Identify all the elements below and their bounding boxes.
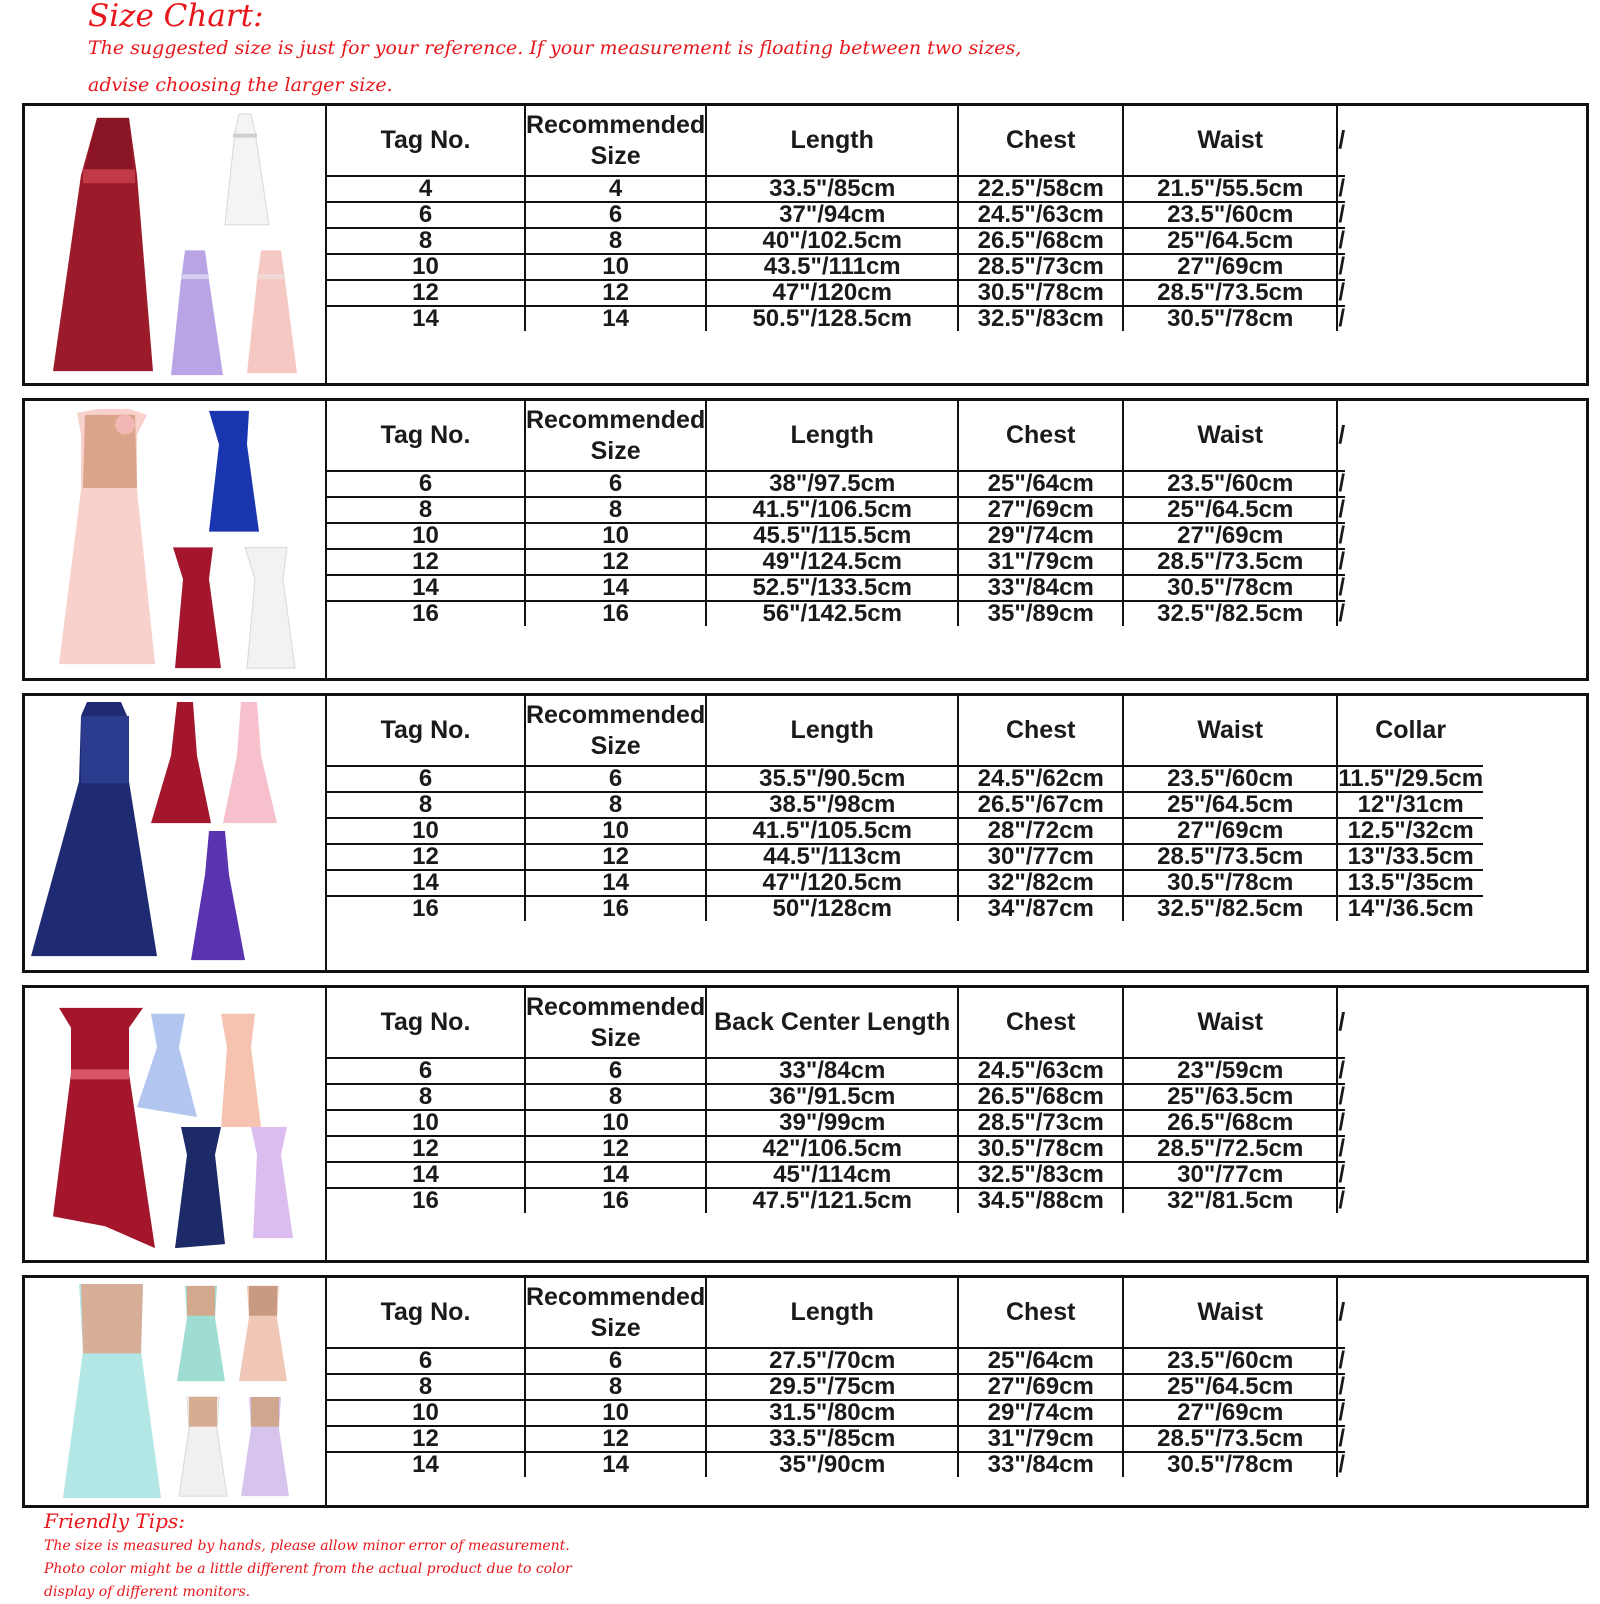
tag-no-header: Tag No.	[380, 421, 471, 449]
waist-cell: 23.5"/60cm	[1123, 202, 1337, 228]
table-row	[327, 471, 1345, 497]
extra-cell: /	[1338, 201, 1346, 228]
length-cell: 47"/120cm	[706, 280, 958, 306]
waist-cell: 32"/81.5cm	[1123, 1188, 1337, 1213]
recommended-size-cell: 6	[525, 1348, 706, 1374]
extra-cell: /	[1338, 1109, 1346, 1136]
extra-cell: /	[1338, 175, 1346, 202]
extra-cell: /	[1338, 1373, 1346, 1400]
recommended-size-cell: 8	[525, 792, 706, 818]
waist-cell: 27"/69cm	[1123, 818, 1337, 844]
length-cell: 40"/102.5cm	[706, 228, 958, 254]
waist-cell: 23.5"/60cm	[1123, 471, 1337, 497]
recommended-size-cell: 12	[525, 1136, 706, 1162]
extra-cell: /	[1338, 1083, 1346, 1110]
extra-cell: 12.5"/32cm	[1337, 818, 1483, 844]
length-cell: 41.5"/105.5cm	[706, 818, 958, 844]
table-header-row	[327, 696, 1483, 766]
waist-header: Waist	[1123, 1278, 1337, 1348]
length-header: Length	[706, 106, 958, 176]
product-image-off-shoulder-high-low-dresses	[25, 988, 327, 1260]
chest-cell: 24.5"/63cm	[958, 1058, 1123, 1084]
chest-cell: 30"/77cm	[958, 844, 1123, 870]
waist-cell: 28.5"/73.5cm	[1123, 1426, 1337, 1452]
dress-illustration	[25, 696, 325, 970]
chest-cell: 26.5"/68cm	[958, 228, 1123, 254]
length-header: Back Center Length	[706, 988, 958, 1058]
recommended-size-cell: 14	[525, 575, 706, 601]
recommended-size-cell: 8	[525, 228, 706, 254]
size-table-block-2	[22, 398, 1589, 681]
waist-cell: 23.5"/60cm	[1123, 766, 1337, 792]
waist-cell: 25"/64.5cm	[1123, 228, 1337, 254]
length-cell: 47"/120.5cm	[706, 870, 958, 896]
chest-cell: 32.5"/83cm	[958, 1162, 1123, 1188]
recommended-size-cell: 8	[525, 1374, 706, 1400]
table-row	[327, 1084, 1345, 1110]
chest-cell: 26.5"/68cm	[958, 1084, 1123, 1110]
chest-cell: 24.5"/62cm	[958, 766, 1123, 792]
size-table-block-3	[22, 693, 1589, 973]
length-cell: 38"/97.5cm	[706, 471, 958, 497]
recommended-size-cell: 12	[525, 844, 706, 870]
table-row	[327, 1426, 1345, 1452]
tag-no-cell: 10	[327, 1110, 525, 1136]
size-table-block-1	[22, 103, 1589, 386]
chest-header: Chest	[958, 1278, 1123, 1348]
length-cell: 36"/91.5cm	[706, 1084, 958, 1110]
waist-cell: 27"/69cm	[1123, 523, 1337, 549]
tip-line: The size is measured by hands, please allow minor error of measurement.	[44, 1538, 570, 1554]
dress-illustration	[25, 106, 325, 383]
table-row	[327, 176, 1345, 202]
length-cell: 50.5"/128.5cm	[706, 306, 958, 331]
waist-cell: 28.5"/73.5cm	[1123, 844, 1337, 870]
recommended-size-cell: 12	[525, 549, 706, 575]
recommended-size-cell: 12	[525, 1426, 706, 1452]
chest-cell: 31"/79cm	[958, 549, 1123, 575]
table-row	[327, 601, 1345, 626]
tag-no-cell: 6	[327, 766, 525, 792]
tag-no-cell: 6	[327, 1348, 525, 1374]
size-table	[327, 988, 1345, 1213]
recommended-size-cell: 10	[525, 818, 706, 844]
length-cell: 49"/124.5cm	[706, 549, 958, 575]
tag-no-cell: 8	[327, 1084, 525, 1110]
extra-cell: 11.5"/29.5cm	[1338, 765, 1484, 792]
recommended-size-cell: 6	[525, 1058, 706, 1084]
table-header-row	[327, 1278, 1345, 1348]
product-image-sequin-cold-shoulder-dresses	[25, 401, 327, 678]
chest-cell: 30.5"/78cm	[958, 280, 1123, 306]
recommended-size-cell: 14	[525, 1162, 706, 1188]
waist-cell: 30.5"/78cm	[1123, 306, 1337, 331]
waist-cell: 30.5"/78cm	[1123, 575, 1337, 601]
waist-cell: 25"/64.5cm	[1123, 497, 1337, 523]
length-header: Length	[706, 1278, 958, 1348]
chest-cell: 29"/74cm	[958, 1400, 1123, 1426]
recommended-size-cell: 14	[525, 1452, 706, 1477]
chest-header: Chest	[958, 106, 1123, 176]
friendly-tips-text	[44, 1535, 604, 1604]
length-cell: 45"/114cm	[706, 1162, 958, 1188]
waist-cell: 30.5"/78cm	[1123, 1452, 1337, 1477]
extra-cell: /	[1338, 1399, 1346, 1426]
table-row	[327, 1110, 1345, 1136]
table-row	[327, 280, 1345, 306]
size-table-block-4	[22, 985, 1589, 1263]
waist-cell: 27"/69cm	[1123, 254, 1337, 280]
length-cell: 39"/99cm	[706, 1110, 958, 1136]
recommended-size-cell: 10	[525, 1400, 706, 1426]
extra-cell: /	[1338, 1057, 1346, 1084]
tag-no-header: Tag No.	[380, 1298, 471, 1326]
length-cell: 35.5"/90.5cm	[706, 766, 958, 792]
tag-no-cell: 10	[327, 254, 525, 280]
extra-cell: /	[1338, 1347, 1346, 1374]
waist-cell: 28.5"/73.5cm	[1123, 280, 1337, 306]
table-row	[327, 497, 1345, 523]
waist-cell: 28.5"/73.5cm	[1123, 549, 1337, 575]
chest-header: Chest	[958, 696, 1123, 766]
extra-cell: /	[1338, 1135, 1346, 1162]
extra-header: /	[1337, 988, 1345, 1058]
recommended-size-cell: 12	[525, 280, 706, 306]
table-row	[327, 1058, 1345, 1084]
product-image-sequin-tulle-dresses	[25, 1278, 327, 1505]
waist-cell: 21.5"/55.5cm	[1123, 176, 1337, 202]
recommended-size-cell: 16	[525, 601, 706, 626]
recommended-size-header: Recommended Size	[525, 401, 706, 471]
table-row	[327, 792, 1483, 818]
tag-no-cell: 14	[327, 575, 525, 601]
length-cell: 41.5"/106.5cm	[706, 497, 958, 523]
tag-no-cell: 12	[327, 549, 525, 575]
chest-cell: 33"/84cm	[958, 1452, 1123, 1477]
waist-cell: 28.5"/72.5cm	[1123, 1136, 1337, 1162]
recommended-size-cell: 16	[525, 896, 706, 921]
product-image-halter-dresses	[25, 106, 327, 383]
waist-cell: 27"/69cm	[1123, 1400, 1337, 1426]
friendly-tips-title: Friendly Tips:	[44, 1509, 185, 1533]
tag-no-cell: 16	[327, 1188, 525, 1213]
chest-cell: 24.5"/63cm	[958, 202, 1123, 228]
extra-cell: 13.5"/35cm	[1337, 870, 1483, 896]
waist-cell: 32.5"/82.5cm	[1123, 601, 1337, 626]
recommended-size-header: Recommended Size	[525, 106, 706, 176]
tag-no-cell: 14	[327, 1162, 525, 1188]
tag-no-cell: 10	[327, 818, 525, 844]
tip-line: Photo color might be a little different from the actual product due to color display of different monitors.	[44, 1561, 572, 1600]
length-cell: 44.5"/113cm	[706, 844, 958, 870]
table-row	[327, 844, 1483, 870]
table-row	[327, 228, 1345, 254]
length-cell: 52.5"/133.5cm	[706, 575, 958, 601]
recommended-size-cell: 6	[525, 471, 706, 497]
size-advice-note: The suggested size is just for your reference. If your measurement is floating between two sizes, advise choosing the larger size.	[88, 37, 1022, 96]
recommended-size-cell: 10	[525, 254, 706, 280]
tag-no-cell: 12	[327, 1136, 525, 1162]
length-cell: 33.5"/85cm	[706, 176, 958, 202]
extra-cell: 14"/36.5cm	[1337, 896, 1483, 921]
recommended-size-cell: 6	[525, 202, 706, 228]
chest-cell: 28.5"/73cm	[958, 1110, 1123, 1136]
page-title: Size Chart:	[88, 0, 264, 34]
extra-cell: /	[1338, 1425, 1346, 1452]
tag-no-cell: 8	[327, 228, 525, 254]
tag-no-cell: 12	[327, 280, 525, 306]
table-row	[327, 1162, 1345, 1188]
length-cell: 42"/106.5cm	[706, 1136, 958, 1162]
length-cell: 33"/84cm	[706, 1058, 958, 1084]
table-header-row	[327, 988, 1345, 1058]
chest-cell: 27"/69cm	[958, 1374, 1123, 1400]
length-cell: 45.5"/115.5cm	[706, 523, 958, 549]
size-table	[327, 1278, 1345, 1477]
extra-header: Collar	[1337, 696, 1483, 766]
size-table-block-5	[22, 1275, 1589, 1508]
waist-cell: 23"/59cm	[1123, 1058, 1337, 1084]
tag-no-cell: 16	[327, 601, 525, 626]
recommended-size-cell: 8	[525, 1084, 706, 1110]
tag-no-cell: 12	[327, 1426, 525, 1452]
length-cell: 31.5"/80cm	[706, 1400, 958, 1426]
length-cell: 35"/90cm	[706, 1452, 958, 1477]
tag-no-cell: 12	[327, 844, 525, 870]
length-header: Length	[706, 696, 958, 766]
recommended-size-cell: 10	[525, 523, 706, 549]
recommended-size-cell: 14	[525, 306, 706, 331]
table-row	[327, 575, 1345, 601]
extra-cell: /	[1338, 1161, 1346, 1188]
extra-cell: /	[1338, 496, 1346, 523]
extra-cell: /	[1338, 522, 1346, 549]
table-row	[327, 1452, 1345, 1477]
table-row	[327, 306, 1345, 331]
extra-cell: /	[1338, 574, 1346, 601]
length-header: Length	[706, 401, 958, 471]
chest-cell: 31"/79cm	[958, 1426, 1123, 1452]
waist-cell: 25"/64.5cm	[1123, 792, 1337, 818]
waist-cell: 26.5"/68cm	[1123, 1110, 1337, 1136]
chest-header: Chest	[958, 988, 1123, 1058]
extra-cell: /	[1338, 600, 1346, 627]
tag-no-header: Tag No.	[380, 126, 471, 154]
extra-cell: 12"/31cm	[1337, 792, 1483, 818]
chest-cell: 26.5"/67cm	[958, 792, 1123, 818]
tag-no-cell: 14	[327, 1452, 525, 1477]
length-cell: 27.5"/70cm	[706, 1348, 958, 1374]
extra-cell: /	[1338, 305, 1346, 332]
recommended-size-cell: 14	[525, 870, 706, 896]
waist-cell: 32.5"/82.5cm	[1123, 896, 1337, 921]
tag-no-cell: 4	[327, 176, 525, 202]
tag-no-cell: 16	[327, 896, 525, 921]
table-row	[327, 818, 1483, 844]
size-table	[327, 696, 1483, 921]
tag-no-cell: 6	[327, 1058, 525, 1084]
chest-cell: 32.5"/83cm	[958, 306, 1123, 331]
extra-header: /	[1337, 106, 1345, 176]
waist-cell: 23.5"/60cm	[1123, 1348, 1337, 1374]
waist-cell: 30.5"/78cm	[1123, 870, 1337, 896]
length-cell: 56"/142.5cm	[706, 601, 958, 626]
extra-cell: /	[1338, 548, 1346, 575]
waist-header: Waist	[1123, 988, 1337, 1058]
table-row	[327, 896, 1483, 921]
table-row	[327, 254, 1345, 280]
extra-cell: /	[1338, 1451, 1346, 1478]
dress-illustration	[25, 988, 325, 1260]
recommended-size-header: Recommended Size	[525, 988, 706, 1058]
tag-no-cell: 8	[327, 497, 525, 523]
length-cell: 43.5"/111cm	[706, 254, 958, 280]
chest-cell: 34"/87cm	[958, 896, 1123, 921]
table-row	[327, 1400, 1345, 1426]
tag-no-header: Tag No.	[380, 716, 471, 744]
extra-header: /	[1337, 1278, 1345, 1348]
table-row	[327, 1348, 1345, 1374]
extra-header: /	[1337, 401, 1345, 471]
waist-header: Waist	[1123, 106, 1337, 176]
size-table	[327, 401, 1345, 626]
table-row	[327, 523, 1345, 549]
tag-no-cell: 10	[327, 523, 525, 549]
recommended-size-cell: 10	[525, 1110, 706, 1136]
table-row	[327, 1374, 1345, 1400]
waist-header: Waist	[1123, 696, 1337, 766]
length-cell: 38.5"/98cm	[706, 792, 958, 818]
chest-cell: 25"/64cm	[958, 471, 1123, 497]
extra-cell: /	[1338, 1187, 1346, 1214]
product-image-lace-halter-dresses	[25, 696, 327, 970]
tag-no-cell: 10	[327, 1400, 525, 1426]
tag-no-cell: 8	[327, 792, 525, 818]
waist-header: Waist	[1123, 401, 1337, 471]
tag-no-cell: 14	[327, 870, 525, 896]
recommended-size-header: Recommended Size	[525, 1278, 706, 1348]
tag-no-header: Tag No.	[380, 1008, 471, 1036]
recommended-size-header: Recommended Size	[525, 696, 706, 766]
length-cell: 50"/128cm	[706, 896, 958, 921]
chest-cell: 34.5"/88cm	[958, 1188, 1123, 1213]
chest-cell: 29"/74cm	[958, 523, 1123, 549]
length-cell: 33.5"/85cm	[706, 1426, 958, 1452]
extra-cell: /	[1338, 227, 1346, 254]
chest-cell: 28.5"/73cm	[958, 254, 1123, 280]
length-cell: 37"/94cm	[706, 202, 958, 228]
waist-cell: 30"/77cm	[1123, 1162, 1337, 1188]
table-header-row	[327, 401, 1345, 471]
chest-cell: 28"/72cm	[958, 818, 1123, 844]
recommended-size-cell: 4	[525, 176, 706, 202]
extra-cell: /	[1338, 470, 1346, 497]
tag-no-cell: 6	[327, 471, 525, 497]
extra-cell: /	[1338, 279, 1346, 306]
dress-illustration	[25, 1278, 325, 1505]
chest-cell: 30.5"/78cm	[958, 1136, 1123, 1162]
tag-no-cell: 14	[327, 306, 525, 331]
length-cell: 47.5"/121.5cm	[706, 1188, 958, 1213]
chest-cell: 33"/84cm	[958, 575, 1123, 601]
size-table	[327, 106, 1345, 331]
waist-cell: 25"/64.5cm	[1123, 1374, 1337, 1400]
tag-no-cell: 6	[327, 202, 525, 228]
tag-no-cell: 8	[327, 1374, 525, 1400]
table-row	[327, 202, 1345, 228]
table-row	[327, 549, 1345, 575]
table-header-row	[327, 106, 1345, 176]
recommended-size-cell: 6	[525, 766, 706, 792]
length-cell: 29.5"/75cm	[706, 1374, 958, 1400]
chest-cell: 35"/89cm	[958, 601, 1123, 626]
table-row	[327, 870, 1483, 896]
extra-cell: 13"/33.5cm	[1337, 844, 1483, 870]
recommended-size-cell: 16	[525, 1188, 706, 1213]
chest-cell: 27"/69cm	[958, 497, 1123, 523]
table-row	[327, 766, 1483, 792]
recommended-size-cell: 8	[525, 497, 706, 523]
chest-cell: 25"/64cm	[958, 1348, 1123, 1374]
waist-cell: 25"/63.5cm	[1123, 1084, 1337, 1110]
chest-cell: 32"/82cm	[958, 870, 1123, 896]
chest-header: Chest	[958, 401, 1123, 471]
extra-cell: /	[1338, 253, 1346, 280]
table-row	[327, 1136, 1345, 1162]
chest-cell: 22.5"/58cm	[958, 176, 1123, 202]
dress-illustration	[25, 401, 325, 678]
table-row	[327, 1188, 1345, 1213]
